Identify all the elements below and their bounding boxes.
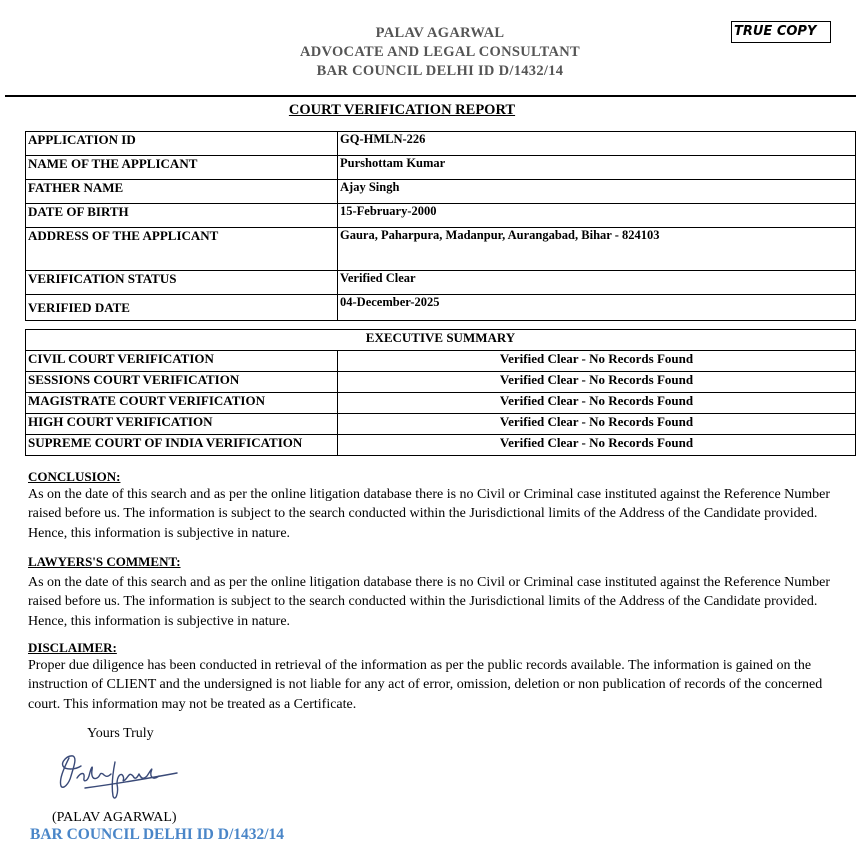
row-value: Verified Clear [338, 271, 856, 295]
table-row [26, 180, 856, 204]
table-row [26, 295, 856, 321]
closing-salutation: Yours Truly [87, 726, 154, 741]
advocate-designation: ADVOCATE AND LEGAL CONSULTANT [299, 44, 581, 60]
row-value: Verified Clear - No Records Found [338, 351, 856, 372]
lawyers-comment-heading: LAWYERS'S COMMENT: [28, 554, 181, 569]
signatory-bar-id: BAR COUNCIL DELHI ID D/1432/14 [30, 826, 285, 843]
row-label: SESSIONS COURT VERIFICATION [26, 372, 338, 393]
report-title: COURT VERIFICATION REPORT [288, 102, 516, 118]
row-value: Verified Clear - No Records Found [338, 435, 856, 456]
table-row [26, 351, 856, 372]
conclusion-heading: CONCLUSION: [28, 469, 121, 484]
row-label: MAGISTRATE COURT VERIFICATION [26, 393, 338, 414]
table-row [26, 435, 856, 456]
true-copy-stamp: TRUE COPY [731, 21, 831, 43]
row-value: 15-February-2000 [338, 204, 856, 228]
row-label: NAME OF THE APPLICANT [26, 156, 338, 180]
executive-summary-table [25, 329, 856, 456]
table-header-row [26, 330, 856, 351]
applicant-info-table [25, 131, 856, 321]
conclusion-text: As on the date of this search and as per the online litigation database there is no Civil or Criminal case instituted against the Reference Number raised before us. The information is subject to the search conducted within the Jurisdictional limits of the Address of the Candidate provided. Hence, this information is subjective in nature. [28, 487, 831, 541]
row-value: Verified Clear - No Records Found [338, 414, 856, 435]
signatory-name: (PALAV AGARWAL) [52, 810, 177, 825]
disclaimer-text: Proper due diligence has been conducted in retrieval of the information as per the public records available. The information is gained on the instruction of CLIENT and the undersigned is not liable for any act of error, omission, deletion or non publication of records of the concerned court. This information may not be treated as a Certificate. [28, 658, 823, 712]
table-row [26, 414, 856, 435]
table-row [26, 132, 856, 156]
table-row [26, 393, 856, 414]
row-value: Ajay Singh [338, 180, 856, 204]
row-label: APPLICATION ID [26, 132, 338, 156]
row-label: DATE OF BIRTH [26, 204, 338, 228]
header-divider [5, 95, 856, 97]
row-value: Purshottam Kumar [338, 156, 856, 180]
signature-icon [55, 748, 180, 803]
table-row [26, 204, 856, 228]
row-value: Gaura, Paharpura, Madanpur, Aurangabad, Bihar - 824103 [338, 228, 856, 271]
row-label: SUPREME COURT OF INDIA VERIFICATION [26, 435, 338, 456]
row-value: Verified Clear - No Records Found [338, 393, 856, 414]
row-label: ADDRESS OF THE APPLICANT [26, 228, 338, 271]
table-row [26, 156, 856, 180]
lawyers-comment-text: As on the date of this search and as per the online litigation database there is no Civil or Criminal case instituted against the Reference Number raised before us. The information is subject to the search conducted within the Jurisdictional limits of the Address of the Candidate provided. Hence, this information is subjective in nature. [28, 575, 831, 629]
table-row [26, 372, 856, 393]
row-value: Verified Clear - No Records Found [338, 372, 856, 393]
row-label: FATHER NAME [26, 180, 338, 204]
row-label: HIGH COURT VERIFICATION [26, 414, 338, 435]
row-label: VERIFICATION STATUS [26, 271, 338, 295]
row-label: CIVIL COURT VERIFICATION [26, 351, 338, 372]
advocate-name: PALAV AGARWAL [375, 25, 505, 41]
table-row [26, 271, 856, 295]
advocate-bar-id: BAR COUNCIL DELHI ID D/1432/14 [316, 63, 564, 79]
row-value: 04-December-2025 [338, 295, 856, 321]
executive-summary-title: EXECUTIVE SUMMARY [26, 330, 856, 351]
row-label: VERIFIED DATE [26, 295, 338, 321]
disclaimer-heading: DISCLAIMER: [28, 640, 117, 655]
row-value: GQ-HMLN-226 [338, 132, 856, 156]
table-row [26, 228, 856, 271]
